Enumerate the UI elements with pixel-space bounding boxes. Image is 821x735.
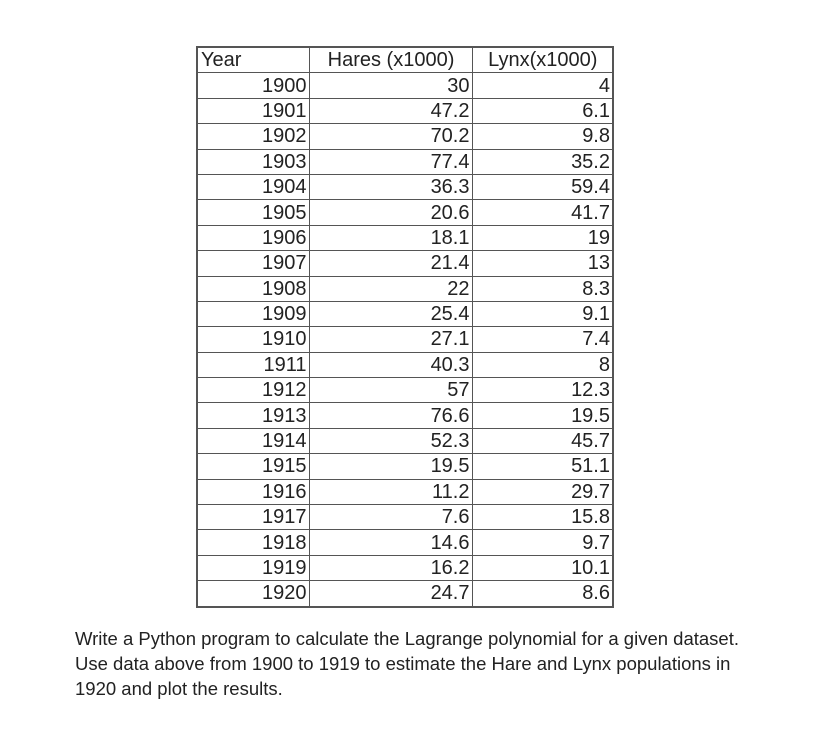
year-cell: 1914 [197, 428, 309, 453]
hares-cell: 14.6 [309, 530, 472, 555]
hares-cell: 40.3 [309, 352, 472, 377]
hares-cell: 24.7 [309, 581, 472, 607]
table-row [197, 276, 613, 301]
year-cell: 1916 [197, 479, 309, 504]
table-row [197, 327, 613, 352]
year-cell: 1902 [197, 124, 309, 149]
lynx-cell: 9.7 [472, 530, 613, 555]
header-year: Year [197, 47, 309, 73]
table-row [197, 200, 613, 225]
table-row [197, 530, 613, 555]
year-cell: 1904 [197, 174, 309, 199]
lynx-cell: 8 [472, 352, 613, 377]
hares-cell: 36.3 [309, 174, 472, 199]
year-cell: 1917 [197, 505, 309, 530]
table-row [197, 301, 613, 326]
hares-cell: 20.6 [309, 200, 472, 225]
year-cell: 1920 [197, 581, 309, 607]
table-row [197, 505, 613, 530]
lynx-cell: 8.3 [472, 276, 613, 301]
population-table [196, 46, 614, 608]
year-cell: 1907 [197, 251, 309, 276]
hares-cell: 25.4 [309, 301, 472, 326]
lynx-cell: 35.2 [472, 149, 613, 174]
hares-cell: 27.1 [309, 327, 472, 352]
lynx-cell: 51.1 [472, 454, 613, 479]
lynx-cell: 10.1 [472, 555, 613, 580]
lynx-cell: 8.6 [472, 581, 613, 607]
lynx-cell: 59.4 [472, 174, 613, 199]
table-row [197, 73, 613, 98]
lynx-cell: 7.4 [472, 327, 613, 352]
lynx-cell: 4 [472, 73, 613, 98]
table-body [197, 73, 613, 607]
hares-cell: 21.4 [309, 251, 472, 276]
table-row [197, 98, 613, 123]
hares-cell: 18.1 [309, 225, 472, 250]
hares-cell: 77.4 [309, 149, 472, 174]
header-hares: Hares (x1000) [309, 47, 472, 73]
lynx-cell: 9.8 [472, 124, 613, 149]
table-row [197, 428, 613, 453]
hares-cell: 22 [309, 276, 472, 301]
table-row [197, 581, 613, 607]
hares-cell: 76.6 [309, 403, 472, 428]
year-cell: 1911 [197, 352, 309, 377]
hares-cell: 47.2 [309, 98, 472, 123]
year-cell: 1905 [197, 200, 309, 225]
lynx-cell: 6.1 [472, 98, 613, 123]
header-lynx: Lynx(x1000) [472, 47, 613, 73]
table-row [197, 479, 613, 504]
table-row [197, 454, 613, 479]
lynx-cell: 19.5 [472, 403, 613, 428]
table-row [197, 555, 613, 580]
hares-cell: 57 [309, 378, 472, 403]
table-row [197, 403, 613, 428]
hares-cell: 16.2 [309, 555, 472, 580]
hares-cell: 70.2 [309, 124, 472, 149]
year-cell: 1912 [197, 378, 309, 403]
year-cell: 1903 [197, 149, 309, 174]
lynx-cell: 45.7 [472, 428, 613, 453]
table-row [197, 124, 613, 149]
year-cell: 1910 [197, 327, 309, 352]
table-row [197, 225, 613, 250]
year-cell: 1913 [197, 403, 309, 428]
lynx-cell: 29.7 [472, 479, 613, 504]
year-cell: 1908 [197, 276, 309, 301]
year-cell: 1915 [197, 454, 309, 479]
lynx-cell: 19 [472, 225, 613, 250]
year-cell: 1906 [197, 225, 309, 250]
lynx-cell: 12.3 [472, 378, 613, 403]
year-cell: 1909 [197, 301, 309, 326]
table-row [197, 149, 613, 174]
table-row [197, 174, 613, 199]
hares-cell: 52.3 [309, 428, 472, 453]
hares-cell: 11.2 [309, 479, 472, 504]
table-row [197, 352, 613, 377]
task-description: Write a Python program to calculate the Lagrange polynomial for a given dataset. Use data above from 1900 to 1919 to estimate the Hare and Lynx populations in 1920 and plot the results. [75, 628, 739, 699]
lynx-cell: 9.1 [472, 301, 613, 326]
year-cell: 1918 [197, 530, 309, 555]
year-cell: 1919 [197, 555, 309, 580]
year-cell: 1901 [197, 98, 309, 123]
year-cell: 1900 [197, 73, 309, 98]
hares-cell: 19.5 [309, 454, 472, 479]
table-header-row [197, 47, 613, 73]
lynx-cell: 13 [472, 251, 613, 276]
table-row [197, 251, 613, 276]
hares-cell: 30 [309, 73, 472, 98]
table-row [197, 378, 613, 403]
hares-cell: 7.6 [309, 505, 472, 530]
lynx-cell: 41.7 [472, 200, 613, 225]
lynx-cell: 15.8 [472, 505, 613, 530]
